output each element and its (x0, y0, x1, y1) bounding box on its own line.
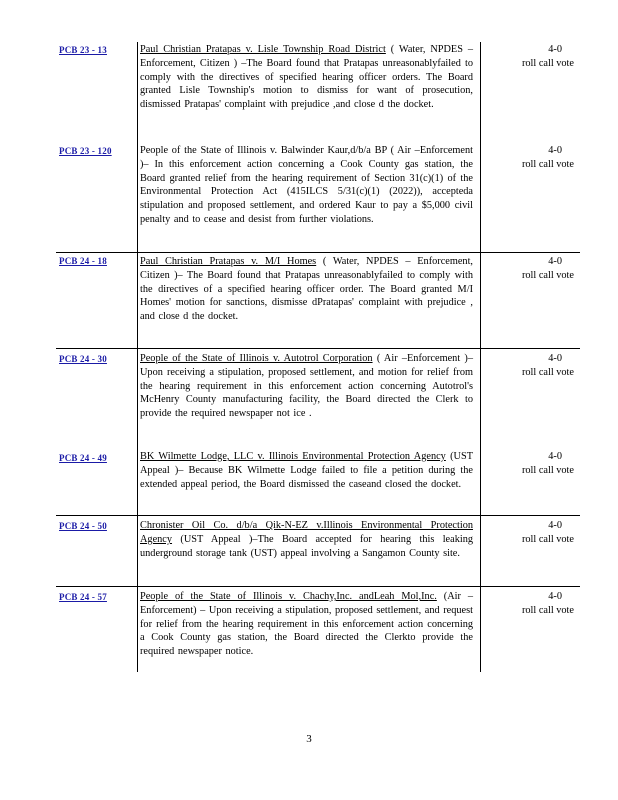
vote-cell (482, 255, 579, 283)
case-summary (140, 519, 473, 560)
vote-label: roll call vote (521, 366, 574, 378)
case-summary (140, 352, 473, 421)
page-number: 3 (306, 733, 312, 745)
vote-count: 4-0 (548, 256, 562, 267)
vote-label: roll call vote (521, 533, 574, 545)
case-caption: Paul Christian Pratapas v. Lisle Township Road District (140, 44, 386, 55)
case-text: People of the State of Illinois v. Balwinder Kaur,d/b/a BP ( Air –Enforcement )– In this enforcement action concerning a Cook County gas station, the Board granted relief from the hearing requirement of Section 31(c)(1) of the Environmental Protection Act (415ILCS 5/31(c)(1) (2022)), accepteda stipulation and proposed settlement, and ordered Kaur to pay a $5,000 civil penalty and to cease and desist from further violations. (140, 145, 473, 225)
case-number-link[interactable]: PCB 24 - 57 (59, 592, 107, 602)
case-text: (Air –Enforcement) – Upon receiving a stipulation, proposed settlement, and request for relief from the hearing requirement in this enforcement action concerning a Cook County gas station, the Board directed the Clerkto provide the required newspaper notice. (140, 591, 473, 658)
vote-label: roll call vote (521, 464, 574, 476)
case-number-link[interactable]: PCB 24 - 30 (59, 354, 107, 364)
case-entry (56, 348, 580, 447)
vote-cell (482, 590, 579, 618)
vote-cell (482, 519, 579, 547)
case-summary (140, 590, 473, 659)
case-caption: Paul Christian Pratapas v. M/I Homes (140, 256, 317, 267)
case-text: ( Water, NPDES –Enforcement, Citizen ) –The Board found that Pratapas unreasonablyfailed to comply with the directives of specified hearing officer orders. The Board granted Lisle Township's motion to dismiss for want of prosecution, dismissed Pratapas' complaint with prejudice ,and close d the docket. (140, 44, 474, 111)
vote-count: 4-0 (548, 451, 562, 462)
vote-cell (482, 43, 579, 71)
vote-label: roll call vote (521, 604, 574, 616)
case-text: ( Air –Enforcement )–Upon receiving a stipulation, proposed settlement, and motion for relief from the hearing requirement in this enforcement action concerning Autotrol's McHenry County manufacturing facility, the Board directed the Clerk to provide the required newspaper not ice . (140, 353, 474, 420)
case-text: (UST Appeal )–The Board accepted for hearing this leaking underground storage tank (UST) appeal involving a Sangamon County site. (140, 533, 474, 559)
case-entry (56, 586, 580, 673)
case-caption: People of the State of Illinois v. Autotrol Corporation (140, 353, 373, 364)
case-number-link[interactable]: PCB 24 - 49 (59, 453, 107, 463)
case-entry (56, 446, 580, 514)
case-caption: People of the State of Illinois v. Chachy,Inc. andLeah Mol,Inc. (140, 591, 437, 602)
case-number-link[interactable]: PCB 23 - 13 (59, 45, 107, 55)
case-number-link[interactable]: PCB 24 - 18 (59, 256, 107, 266)
case-summary (140, 144, 473, 227)
case-caption: Chronister Oil Co. d/b/a Qik-N-EZ v.Illinois Environmental Protection Agency (140, 520, 473, 545)
vote-count: 4-0 (548, 44, 562, 55)
case-text: ( Water, NPDES – Enforcement, Citizen )– The Board found that Pratapas unreasonablyfailed to comply with the directives of a specified hearing officer order. The Board granted M/I Homes' motion for sanctions, dismisse dPratapas' complaint with prejudice , and close d the docket. (140, 256, 473, 323)
vote-count: 4-0 (548, 145, 562, 156)
vote-label: roll call vote (521, 269, 574, 281)
vote-count: 4-0 (548, 591, 562, 602)
case-text: (UST Appeal )– Because BK Wilmette Lodge failed to file a petition during the extended appeal period, the Board dismissed the caseand closed the docket. (140, 451, 474, 490)
case-number-link[interactable]: PCB 24 - 50 (59, 521, 107, 531)
vote-cell (482, 450, 579, 478)
vote-cell (482, 144, 579, 172)
case-entry (56, 252, 580, 349)
case-caption: BK Wilmette Lodge, LLC v. Illinois Environmental Protection Agency (140, 451, 446, 462)
case-summary (140, 255, 473, 324)
case-number-link[interactable]: PCB 23 - 120 (59, 146, 112, 156)
case-summary (140, 43, 473, 112)
vote-cell (482, 352, 579, 380)
case-summary (140, 450, 473, 491)
case-entry (56, 143, 580, 243)
vote-count: 4-0 (548, 520, 562, 531)
vote-count: 4-0 (548, 353, 562, 364)
case-entry (56, 515, 580, 586)
vote-label: roll call vote (521, 57, 574, 69)
vote-label: roll call vote (521, 158, 574, 170)
